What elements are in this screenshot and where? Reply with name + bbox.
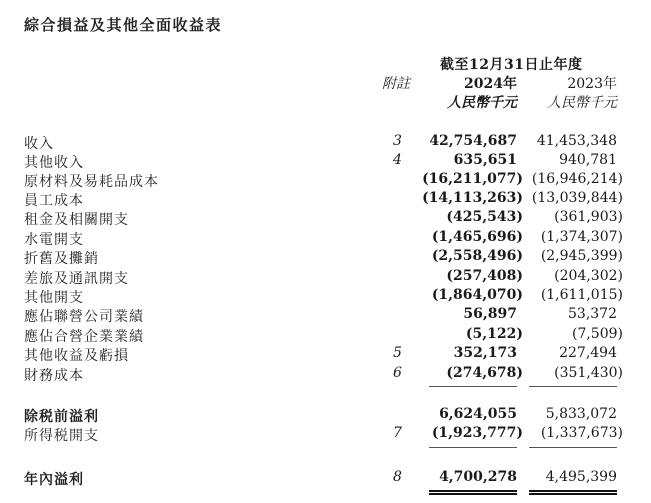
value-2024: 635,651 [453, 152, 517, 168]
row-label: 其他收入 [24, 155, 84, 171]
value-2024: 42,754,687 [429, 133, 517, 149]
row-label: 其他收益及虧損 [24, 348, 129, 364]
total-double-rule-2023 [529, 490, 617, 495]
row-label: 其他開支 [24, 290, 84, 306]
period-header: 截至12月31日止年度 [440, 57, 583, 73]
year-2023-header: 2023年 [567, 76, 617, 92]
row-label: 應佔合營企業業績 [24, 329, 144, 345]
subtotal-rule-2023 [529, 386, 617, 387]
note-column-header: 附註 [382, 76, 410, 92]
value-2023: 227,494 [559, 345, 617, 361]
row-label: 折舊及攤銷 [24, 251, 99, 267]
table-row [0, 248, 651, 267]
value-2023: 41,453,348 [536, 133, 617, 149]
row-label: 年內溢利 [24, 472, 84, 488]
total-double-rule-2024 [429, 490, 517, 495]
table-row [0, 268, 651, 287]
value-2024: (425,543) [446, 209, 523, 225]
table-row [0, 306, 651, 325]
value-2024: (14,113,263) [422, 190, 523, 206]
value-2024: (1,923,777) [431, 425, 523, 441]
row-label: 除税前溢利 [24, 409, 99, 425]
table-row [0, 326, 651, 345]
value-2024: (2,558,496) [431, 248, 523, 264]
value-2023: 940,781 [559, 152, 617, 168]
row-note: 7 [393, 425, 402, 441]
value-2024: 6,624,055 [439, 406, 517, 422]
row-note: 8 [393, 469, 402, 485]
subtotal-rule-2024 [429, 386, 517, 387]
value-2023: (361,903) [554, 209, 623, 225]
table-row [0, 171, 651, 190]
currency-2024-header: 人民幣千元 [447, 95, 517, 111]
table-row [0, 152, 651, 171]
value-2023: 53,372 [568, 306, 617, 322]
table-row [0, 229, 651, 248]
row-label: 所得税開支 [24, 428, 99, 444]
value-2023: (351,430) [554, 365, 623, 381]
row-label: 收入 [24, 136, 54, 152]
row-note: 3 [393, 133, 402, 149]
table-row [0, 345, 651, 364]
value-2023: (16,946,214) [531, 171, 623, 187]
value-2024: (16,211,077) [422, 171, 523, 187]
table-row [0, 469, 651, 488]
table-row [0, 190, 651, 209]
value-2023: (13,039,844) [531, 190, 623, 206]
row-note: 4 [393, 152, 402, 168]
value-2023: (2,945,399) [540, 248, 623, 264]
value-2023: (1,611,015) [540, 287, 623, 303]
value-2024: (274,678) [446, 365, 523, 381]
value-2024: 352,173 [453, 345, 517, 361]
row-note: 5 [393, 345, 402, 361]
table-row [0, 425, 651, 444]
value-2023: 4,495,399 [545, 469, 617, 485]
row-label: 員工成本 [24, 193, 84, 209]
row-label: 應佔聯營公司業績 [24, 309, 144, 325]
value-2023: (1,337,673) [540, 425, 623, 441]
row-label: 原材料及易耗品成本 [24, 174, 159, 190]
row-label: 租金及相關開支 [24, 212, 129, 228]
row-label: 財務成本 [24, 368, 84, 384]
value-2023: (204,302) [554, 268, 623, 284]
value-2024: 4,700,278 [439, 469, 517, 485]
tax-rule-2024 [429, 447, 517, 448]
value-2024: (5,122) [465, 326, 523, 342]
value-2023: 5,833,072 [545, 406, 617, 422]
value-2024: 56,897 [463, 306, 517, 322]
value-2024: (1,465,696) [431, 229, 523, 245]
tax-rule-2023 [529, 447, 617, 448]
value-2024: (1,864,070) [431, 287, 523, 303]
year-2024-header: 2024年 [464, 76, 517, 92]
table-row [0, 133, 651, 152]
row-label: 差旅及通訊開支 [24, 271, 129, 287]
table-row [0, 365, 651, 384]
row-label: 水電開支 [24, 232, 84, 248]
value-2023: (7,509) [571, 326, 623, 342]
value-2023: (1,374,307) [540, 229, 623, 245]
statement-title: 綜合損益及其他全面收益表 [24, 16, 223, 34]
row-note: 6 [393, 365, 402, 381]
value-2024: (257,408) [446, 268, 523, 284]
table-row [0, 406, 651, 425]
currency-2023-header: 人民幣千元 [547, 95, 617, 111]
table-row [0, 209, 651, 228]
table-row [0, 287, 651, 306]
